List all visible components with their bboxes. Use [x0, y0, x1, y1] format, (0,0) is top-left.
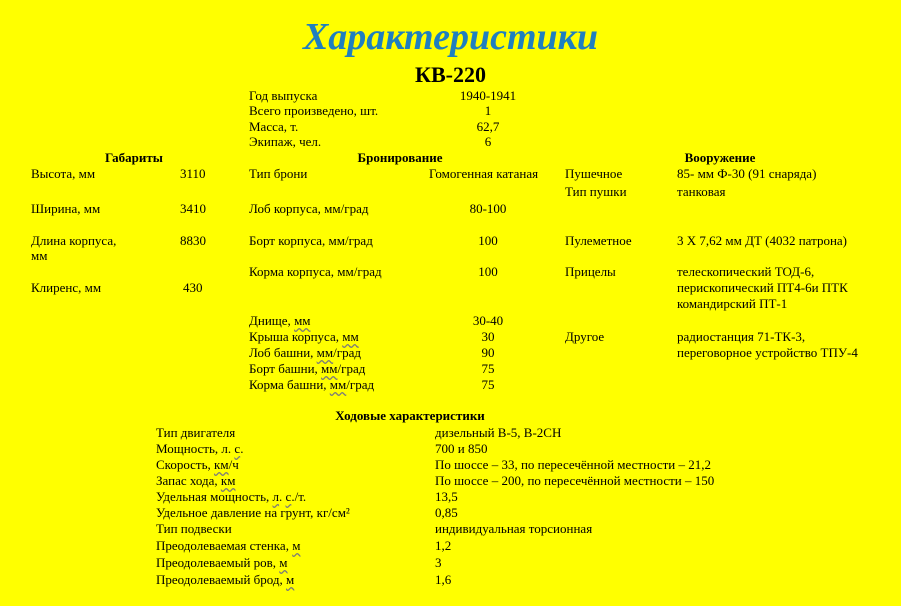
mobility-value-ditch: 3 — [435, 555, 442, 570]
mobility-label-ford: Преодолеваемый брод, м — [156, 572, 295, 587]
mobility-label-engine: Тип двигателя — [156, 425, 236, 440]
weapon-value-gun-type: танковая — [677, 184, 726, 199]
mobility-value-ford: 1,6 — [435, 572, 452, 587]
weapon-value-cannon: 85- мм Ф-30 (91 снаряда) — [677, 166, 817, 181]
weapon-label-mg: Пулеметное — [565, 233, 632, 248]
armor-value-roof: 30 — [481, 329, 495, 344]
weapon-label-cannon: Пушечное — [565, 166, 623, 181]
armor-value-turret-side: 75 — [481, 361, 495, 376]
armor-label-roof: Крыша корпуса, мм — [249, 329, 359, 344]
armor-value-bottom: 30-40 — [472, 313, 504, 328]
mobility-label-range: Запас хода, км — [156, 473, 236, 488]
weapon-value-sights-2: перископический ПТ4-6и ПТК — [677, 280, 848, 295]
armor-heading: Бронирование — [357, 150, 443, 165]
model-name: КВ-220 — [415, 62, 486, 87]
weapon-value-sights-1: телескопический ТОД-6, — [677, 264, 815, 279]
armor-label-hull-front: Лоб корпуса, мм/град — [249, 201, 369, 216]
mobility-label-ditch: Преодолеваемый ров, м — [156, 555, 288, 570]
mobility-label-power: Мощность, л. с. — [156, 441, 244, 456]
mobility-value-speed: По шоссе – 33, по пересечённой местности – 21,2 — [435, 457, 711, 472]
armor-value-type: Гомогенная катаная — [429, 166, 539, 181]
general-value-mass: 62,7 — [476, 119, 500, 134]
armor-label-bottom: Днище, мм — [249, 313, 311, 328]
weapon-label-gun-type: Тип пушки — [565, 184, 627, 199]
dimension-label-length: Длина корпуса, — [31, 233, 117, 248]
weapon-label-other: Другое — [565, 329, 605, 344]
mobility-value-ground-pressure: 0,85 — [435, 505, 458, 520]
armor-label-hull-side: Борт корпуса, мм/град — [249, 233, 373, 248]
weapon-label-sights: Прицелы — [565, 264, 616, 279]
weapon-value-other-2: переговорное устройство ТПУ-4 — [677, 345, 858, 360]
general-value-crew: 6 — [484, 134, 492, 149]
dimension-value-clearance: 430 — [183, 280, 203, 295]
page-title: Характеристики — [302, 16, 599, 58]
armor-value-hull-front: 80-100 — [469, 201, 507, 216]
general-value-produced: 1 — [484, 103, 492, 118]
mobility-value-range: По шоссе – 200, по пересечённой местности – 150 — [435, 473, 715, 488]
dimension-label-height: Высота, мм — [31, 166, 96, 181]
mobility-value-suspension: индивидуальная торсионная — [435, 521, 593, 536]
mobility-label-ground-pressure: Удельное давление на грунт, кг/см² — [156, 505, 350, 520]
dimension-label-clearance: Клиренс, мм — [31, 280, 102, 295]
weapon-value-other-1: радиостанция 71-ТК-3, — [677, 329, 806, 344]
weapon-value-mg: 3 Х 7,62 мм ДТ (4032 патрона) — [677, 233, 848, 248]
general-label-year: Год выпуска — [249, 88, 318, 103]
dimension-value-width: 3410 — [180, 201, 206, 216]
dimension-label-width: Ширина, мм — [31, 201, 101, 216]
mobility-value-engine: дизельный В-5, В-2СН — [435, 425, 562, 440]
armor-label-turret-front: Лоб башни, мм/град — [249, 345, 361, 360]
mobility-value-power: 700 и 850 — [435, 441, 488, 456]
general-label-crew: Экипаж, чел. — [249, 134, 322, 149]
armor-value-turret-rear: 75 — [481, 377, 495, 392]
mobility-label-speed: Скорость, км/ч — [156, 457, 239, 472]
mobility-label-wall: Преодолеваемая стенка, м — [156, 538, 301, 553]
mobility-value-wall: 1,2 — [435, 538, 452, 553]
armor-label-turret-side: Борт башни, мм/град — [249, 361, 366, 376]
armor-label-type: Тип брони — [249, 166, 308, 181]
mobility-label-specific-power: Удельная мощность, л. с./т. — [156, 489, 307, 504]
armor-value-turret-front: 90 — [481, 345, 495, 360]
armor-label-hull-rear: Корма корпуса, мм/град — [249, 264, 382, 279]
mobility-label-suspension: Тип подвески — [156, 521, 232, 536]
general-value-year: 1940-1941 — [459, 88, 517, 103]
mobility-heading: Ходовые характеристики — [335, 408, 485, 423]
dimensions-heading: Габариты — [105, 150, 163, 165]
dimension-label-length-unit: мм — [31, 248, 48, 263]
armor-label-turret-rear: Корма башни, мм/град — [249, 377, 375, 392]
general-label-mass: Масса, т. — [249, 119, 299, 134]
armor-value-hull-side: 100 — [478, 233, 498, 248]
general-label-produced: Всего произведено, шт. — [249, 103, 379, 118]
mobility-value-specific-power: 13,5 — [435, 489, 458, 504]
weapons-heading: Вооружение — [684, 150, 756, 165]
dimension-value-height: 3110 — [180, 166, 206, 181]
weapon-value-sights-3: командирский ПТ-1 — [677, 296, 788, 311]
armor-value-hull-rear: 100 — [478, 264, 498, 279]
dimension-value-length: 8830 — [180, 233, 206, 248]
